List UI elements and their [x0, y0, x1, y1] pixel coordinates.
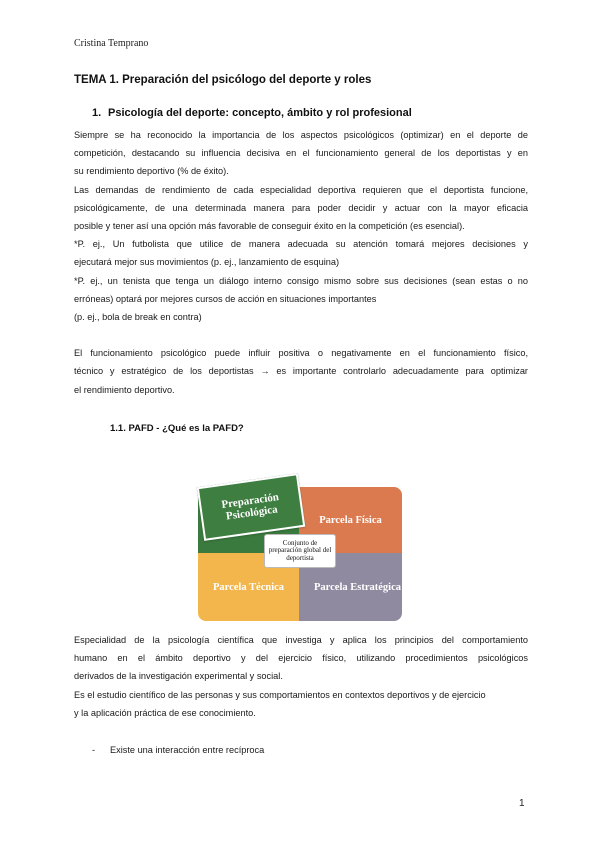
paragraph-line: *P. ej., un tenista que tenga un diálogo interno consigo mismo sobre sus decisiones (sean estas o no — [74, 275, 528, 286]
paragraph-line: ejecutará mejor sus movimientos (p. ej., lanzamiento de esquina) — [74, 257, 340, 268]
pafd-diagram — [198, 487, 402, 621]
paragraph-line: (p. ej., bola de break en contra) — [74, 312, 202, 323]
paragraph-line: El funcionamiento psicológico puede influir positiva o negativamente en el funcionamiento físico, — [74, 348, 528, 359]
center-label: Conjunto de preparación global del deportista — [268, 538, 332, 562]
paragraph-line: su rendimiento deportivo (% de éxito). — [74, 166, 229, 177]
bullet-dash: - — [92, 745, 96, 755]
paragraph-line: técnico y estratégico de los deportistas → es importante controlarlo adecuadamente para optimizar — [74, 366, 528, 377]
paragraph-line: erróneas) optará por mejores cursos de acción en situaciones importantes — [74, 293, 377, 304]
quadrant-tecnica-label: Parcela Técnica — [212, 581, 285, 593]
paragraph-line: el rendimiento deportivo. — [74, 384, 175, 395]
quadrant-psicologica-label: Preparación Psicológica — [220, 491, 280, 523]
page-number: 1 — [519, 798, 525, 809]
paragraph-line: posible y tener así una opción más favorable de conseguir éxito en la competición (es esencial). — [74, 221, 465, 232]
section-number: 1. — [92, 107, 102, 119]
subsection-heading: 1.1. PAFD - ¿Qué es la PAFD? — [110, 423, 244, 434]
paragraph-line: Especialidad de la psicología científica que investiga y aplica los principios del comportamiento — [74, 635, 528, 645]
list-item — [92, 741, 264, 759]
paragraph-line: derivados de la investigación experimental y social. — [74, 671, 283, 682]
paragraph-line: y la aplicación práctica de ese conocimiento. — [74, 707, 256, 718]
quadrant-fisica-label: Parcela Física — [319, 514, 382, 526]
paragraph-line: Las demandas de rendimiento de cada especialidad deportiva requieren que el deportista funcione, — [74, 184, 528, 195]
document-title: TEMA 1. Preparación del psicólogo del deporte y roles — [74, 74, 372, 86]
list-item-text: Existe una interacción entre recíproca — [110, 745, 265, 755]
section-heading-text: Psicología del deporte: concepto, ámbito y rol profesional — [108, 107, 412, 119]
paragraph-line: humano en el ámbito deportivo y del ejercicio físico, utilizando procedimientos psicológicos — [74, 653, 528, 664]
definition-body — [74, 631, 528, 722]
center-label-box — [264, 534, 336, 568]
author-name: Cristina Temprano — [74, 38, 149, 49]
paragraph-line: Siempre se ha reconocido la importancia de los aspectos psicológicos (optimizar) en el deporte de — [74, 130, 528, 140]
quadrant-estrategica-label: Parcela Estratégica — [314, 581, 401, 593]
section-body — [74, 126, 528, 399]
paragraph-line: Es el estudio científico de las personas y sus comportamientos en contextos deportivos y de ejercicio — [74, 689, 486, 700]
paragraph-line: competición, destacando su influencia decisiva en el funcionamiento general de los deportistas y en — [74, 148, 528, 159]
paragraph-line: *P. ej., Un futbolista que utilice de manera adecuada su atención tomará mejores decisiones y — [74, 239, 528, 250]
paragraph-line: psicológicamente, de una determinada manera para poder decidir y actuar con la mayor eficacia — [74, 202, 528, 213]
section-heading — [92, 107, 412, 119]
